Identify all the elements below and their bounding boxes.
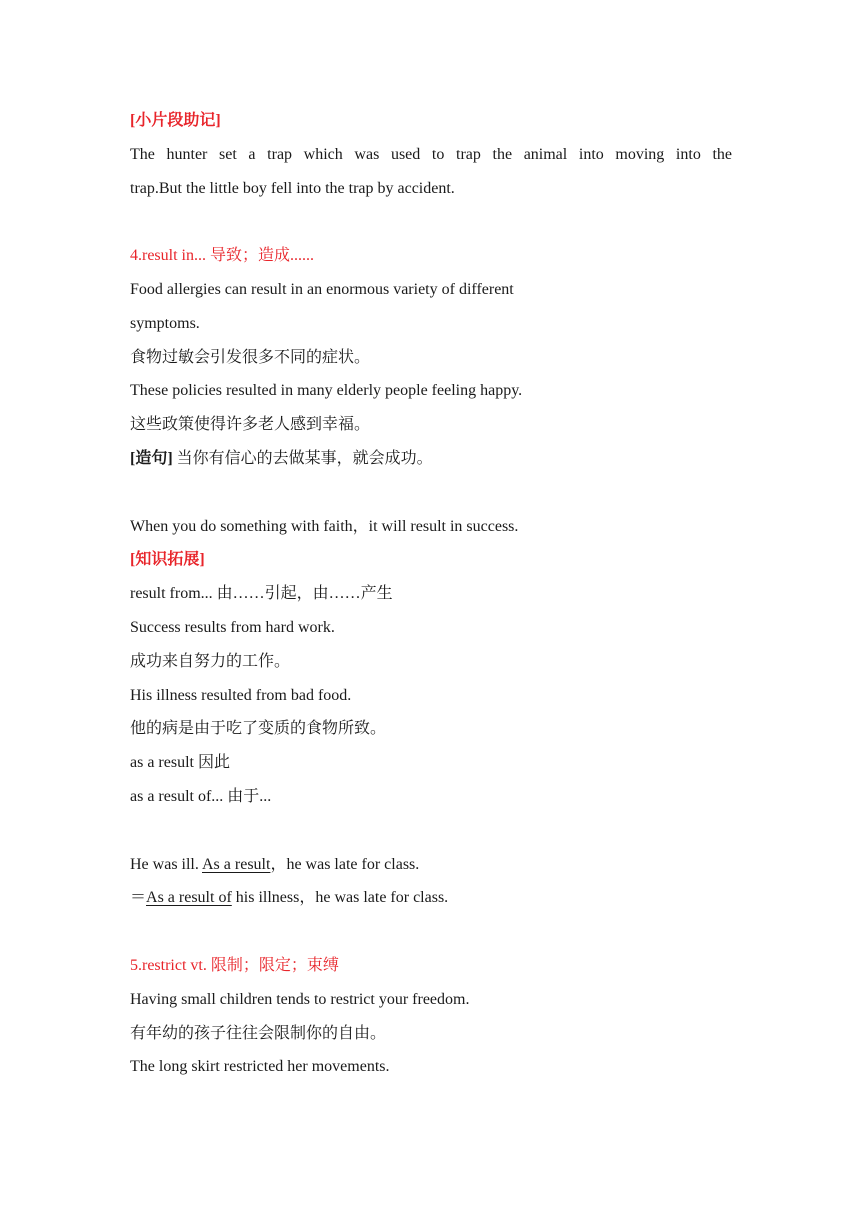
spacer xyxy=(130,814,732,848)
item4-example2-en: These policies resulted in many elderly people feeling happy. xyxy=(130,382,523,400)
result-from-example2-en: His illness resulted from bad food. xyxy=(130,686,352,704)
result-from-example2-zh: 他的病是由于吃了变质的食物所致。 xyxy=(130,720,387,738)
underlined-phrase: As a result xyxy=(202,855,271,873)
spacer xyxy=(130,205,732,239)
make-sentence-label: [造句] xyxy=(130,449,173,467)
as-a-result-of-sentence xyxy=(130,881,732,915)
as-a-result-sentence xyxy=(130,848,732,882)
item4-example1-zh: 食物过敏会引发很多不同的症状。 xyxy=(130,348,371,366)
item5-example1-en: Having small children tends to restrict your freedom. xyxy=(130,990,470,1008)
sentence-part: He was ill. xyxy=(130,855,202,873)
underlined-phrase: As a result of xyxy=(146,889,232,907)
document-page xyxy=(130,104,732,1084)
as-a-result: as a result 因此 xyxy=(130,754,230,772)
result-from-example1-zh: 成功来自努力的工作。 xyxy=(130,652,291,670)
item4-example1-en-line1: Food allergies can result in an enormous variety of different xyxy=(130,280,514,298)
result-from-title: result from... 由……引起，由……产生 xyxy=(130,585,393,603)
item5-title: 5.restrict vt. 限制；限定；束缚 xyxy=(130,956,339,974)
knowledge-extension-heading: [知识拓展] xyxy=(130,551,205,569)
item4-example2-zh: 这些政策使得许多老人感到幸福。 xyxy=(130,416,371,434)
make-sentence-zh: 当你有信心的去做某事，就会成功。 xyxy=(172,449,433,467)
spacer xyxy=(130,476,732,510)
sentence-part: ，he was late for class. xyxy=(270,855,420,873)
memo-text-line-1: The hunter set a trap which was used to trap the animal into moving into the xyxy=(130,145,732,163)
memo-heading: [小片段助记] xyxy=(130,112,221,129)
memo-text-line-2: trap.But the little boy fell into the trap by accident. xyxy=(130,179,455,197)
item4-make-sentence xyxy=(130,442,732,476)
equals-sign: ＝ xyxy=(130,889,147,907)
item4-example1-en-line2: symptoms. xyxy=(130,314,200,332)
result-from-example1-en: Success results from hard work. xyxy=(130,618,335,636)
item5-example2-en: The long skirt restricted her movements. xyxy=(130,1058,390,1076)
item4-make-sentence-en: When you do something with faith，it will result in success. xyxy=(130,517,519,535)
item5-example1-zh: 有年幼的孩子往往会限制你的自由。 xyxy=(130,1024,387,1042)
as-a-result-of: as a result of... 由于... xyxy=(130,787,272,805)
spacer xyxy=(130,915,732,949)
sentence-part: his illness，he was late for class. xyxy=(231,889,449,907)
item4-title: 4.result in... 导致；造成...... xyxy=(130,247,314,265)
